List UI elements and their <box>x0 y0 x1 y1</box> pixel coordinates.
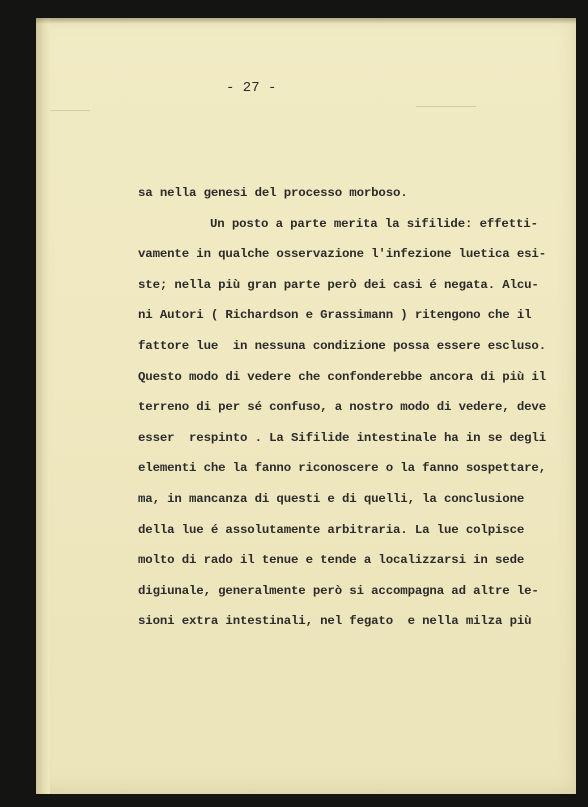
faint-stray-mark <box>50 110 90 111</box>
text-line: ni Autori ( Richardson e Grassimann ) ritengono che il <box>138 308 532 323</box>
text-line: della lue é assolutamente arbitraria. La lue colpisce <box>138 522 525 537</box>
text-line: ma, in mancanza di questi e di quelli, la conclusione <box>138 491 525 506</box>
text-line: Un posto a parte merita la sifilide: effetti- <box>210 216 538 231</box>
text-line: Questo modo di vedere che confonderebbe ancora di più il <box>138 369 546 384</box>
faint-stray-mark <box>416 106 476 107</box>
page-top-shadow <box>36 18 576 24</box>
text-line: vamente in qualche osservazione l'infezione luetica esi- <box>138 247 546 262</box>
text-line: sioni extra intestinali, nel fegato e nella milza più <box>138 614 532 629</box>
text-line: digiunale, generalmente però si accompagna ad altre le- <box>138 583 539 598</box>
text-line: ste; nella più gran parte però dei casi é negata. Alcu- <box>138 277 539 292</box>
page-number: - 27 - <box>226 80 277 96</box>
text-line: sa nella genesi del processo morboso. <box>138 186 408 200</box>
text-line: molto di rado il tenue e tende a localizzarsi in sede <box>138 553 525 568</box>
document-page <box>36 18 576 794</box>
text-line: esser respinto . La Sifilide intestinale ha in se degli <box>138 430 546 445</box>
text-line: fattore lue in nessuna condizione possa essere escluso. <box>138 338 546 353</box>
text-line: terreno di per sé confuso, a nostro modo di vedere, deve <box>138 400 546 415</box>
text-line: elementi che la fanno riconoscere o la fanno sospettare, <box>138 461 546 476</box>
body-text <box>138 178 558 637</box>
page-binding-edge <box>36 18 50 794</box>
